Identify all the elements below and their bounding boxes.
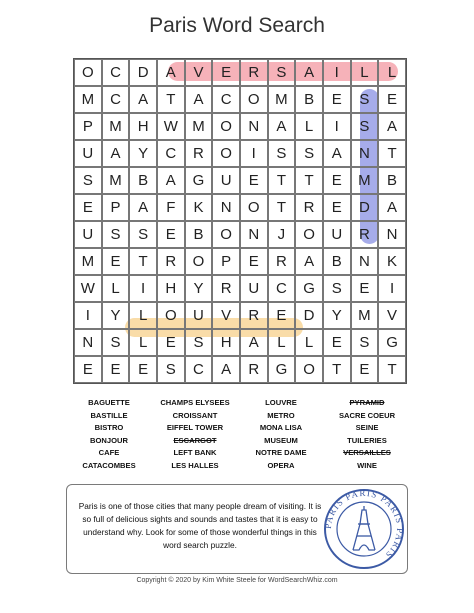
word-item: CATACOMBES [82, 460, 136, 470]
grid-cell: G [268, 356, 296, 383]
word-item: LES HALLES [171, 460, 219, 470]
grid-cell: P [74, 113, 102, 140]
grid-cell: T [129, 248, 157, 275]
grid-cell: I [323, 59, 351, 86]
grid-cell: H [212, 329, 240, 356]
word-item: SACRE COEUR [338, 410, 396, 420]
grid-cell: K [185, 194, 213, 221]
grid-cell: E [240, 248, 268, 275]
grid-cell: S [185, 329, 213, 356]
grid-cell: Y [323, 302, 351, 329]
grid-cell: E [102, 356, 130, 383]
grid-cell: I [323, 113, 351, 140]
grid-cell: H [129, 113, 157, 140]
grid-cell: A [295, 59, 323, 86]
copyright-text: Copyright © 2020 by Kim White Steele for WordSearchWhiz.com [136, 577, 338, 584]
page-title: Paris Word Search [149, 14, 325, 37]
grid-cell: M [351, 167, 379, 194]
word-item: BASTILLE [90, 410, 128, 420]
grid-cell: A [129, 194, 157, 221]
grid-cell: D [351, 194, 379, 221]
grid-cell: C [212, 86, 240, 113]
grid-cell: U [240, 275, 268, 302]
grid-cell: U [323, 221, 351, 248]
word-item: MONA LISA [259, 423, 303, 433]
word-column [68, 397, 150, 473]
grid-cell: R [351, 221, 379, 248]
word-item: METRO [267, 410, 295, 420]
grid-cell: A [157, 59, 185, 86]
grid-cell: M [268, 86, 296, 113]
grid-cell: L [295, 113, 323, 140]
grid-cell: S [102, 329, 130, 356]
grid-cell: C [185, 356, 213, 383]
grid-cell: S [351, 329, 379, 356]
grid-cell: R [240, 356, 268, 383]
grid-cell: I [240, 140, 268, 167]
word-item: SEINE [355, 423, 379, 433]
grid-cell: N [74, 329, 102, 356]
grid-cell: S [129, 221, 157, 248]
grid-cell: S [268, 140, 296, 167]
grid-cell: L [129, 302, 157, 329]
grid-cell: F [157, 194, 185, 221]
grid-cell: M [74, 86, 102, 113]
grid-cell: V [185, 59, 213, 86]
grid-cell: U [74, 221, 102, 248]
word-item: TUILERIES [347, 435, 387, 445]
grid-cell: R [185, 140, 213, 167]
grid-cell: O [212, 221, 240, 248]
grid-cell: M [74, 248, 102, 275]
grid-cell: N [240, 221, 268, 248]
grid-cell: E [74, 194, 102, 221]
grid-cell: A [102, 140, 130, 167]
grid-cell: A [185, 86, 213, 113]
grid-cell: D [295, 302, 323, 329]
grid-cell: O [74, 59, 102, 86]
grid-cell: U [74, 140, 102, 167]
grid-cell: U [212, 167, 240, 194]
word-item: LOUVRE [265, 398, 297, 407]
word-bank [68, 397, 408, 473]
grid-cell: E [240, 167, 268, 194]
grid-cell: T [295, 167, 323, 194]
grid-cell: A [295, 248, 323, 275]
grid-cell: R [212, 275, 240, 302]
grid-cell: W [157, 113, 185, 140]
grid-cell: S [74, 167, 102, 194]
grid-cell: D [129, 59, 157, 86]
word-item: NOTRE DAME [255, 448, 307, 458]
grid-cell: E [351, 275, 379, 302]
puzzle-area [73, 58, 405, 382]
grid-cell: A [129, 86, 157, 113]
grid-cell: G [378, 329, 406, 356]
grid-cell: M [185, 113, 213, 140]
paris-stamp-icon [323, 488, 405, 570]
grid-cell: A [212, 356, 240, 383]
grid-cell: O [295, 356, 323, 383]
grid-cell: E [74, 356, 102, 383]
word-item: CAFE [98, 448, 120, 458]
grid-cell: Y [185, 275, 213, 302]
grid-cell: M [102, 113, 130, 140]
grid-cell: N [351, 140, 379, 167]
grid-cell: A [323, 140, 351, 167]
grid-cell: E [129, 356, 157, 383]
grid-cell: O [185, 248, 213, 275]
word-item: ESCARGOT [173, 435, 217, 445]
grid-cell: S [351, 86, 379, 113]
word-item: MUSEUM [264, 435, 298, 445]
grid-cell: N [351, 248, 379, 275]
word-item: VERSAILLES [343, 448, 391, 458]
grid-cell: P [102, 194, 130, 221]
grid-cell: E [157, 221, 185, 248]
grid-cell: N [212, 194, 240, 221]
grid-cell: C [157, 140, 185, 167]
grid-cell: G [185, 167, 213, 194]
eiffel-tower-icon [353, 506, 375, 550]
grid-cell: R [157, 248, 185, 275]
grid-cell: Y [129, 140, 157, 167]
grid-cell: K [378, 248, 406, 275]
grid-cell: S [102, 221, 130, 248]
grid-cell: S [295, 140, 323, 167]
grid-cell: C [102, 86, 130, 113]
grid-cell: E [323, 167, 351, 194]
grid-cell: E [351, 356, 379, 383]
grid-cell: L [102, 275, 130, 302]
grid-cell: W [74, 275, 102, 302]
grid-cell: E [268, 302, 296, 329]
grid-cell: L [295, 329, 323, 356]
grid-cell: B [295, 86, 323, 113]
word-item: EIFFEL TOWER [166, 423, 224, 433]
grid-cell: T [378, 140, 406, 167]
letter-grid [73, 58, 407, 384]
word-item: LEFT BANK [173, 448, 217, 458]
grid-cell: S [268, 59, 296, 86]
grid-cell: H [157, 275, 185, 302]
grid-cell: R [295, 194, 323, 221]
grid-cell: T [323, 356, 351, 383]
word-item: CROISSANT [172, 410, 218, 420]
grid-cell: I [378, 275, 406, 302]
grid-cell: C [102, 59, 130, 86]
grid-cell: E [323, 86, 351, 113]
word-item: BONJOUR [90, 435, 128, 445]
grid-cell: B [129, 167, 157, 194]
grid-cell: R [268, 248, 296, 275]
grid-cell: L [268, 329, 296, 356]
word-item: BISTRO [94, 423, 124, 433]
grid-cell: G [295, 275, 323, 302]
grid-cell: V [378, 302, 406, 329]
word-item: PYRAMID [349, 398, 385, 407]
grid-cell: U [185, 302, 213, 329]
grid-cell: S [157, 356, 185, 383]
grid-cell: O [212, 140, 240, 167]
grid-cell: E [323, 194, 351, 221]
grid-cell: M [351, 302, 379, 329]
grid-cell: E [323, 329, 351, 356]
grid-cell: E [102, 248, 130, 275]
grid-cell: B [185, 221, 213, 248]
word-column [326, 397, 408, 473]
grid-cell: O [295, 221, 323, 248]
grid-cell: V [212, 302, 240, 329]
grid-cell: Y [102, 302, 130, 329]
grid-cell: I [129, 275, 157, 302]
grid-cell: O [240, 86, 268, 113]
grid-cell: A [268, 113, 296, 140]
grid-cell: E [157, 329, 185, 356]
grid-cell: C [268, 275, 296, 302]
grid-cell: B [378, 167, 406, 194]
grid-cell: N [378, 221, 406, 248]
word-item: CHAMPS ELYSEES [160, 398, 230, 407]
grid-cell: L [129, 329, 157, 356]
grid-cell: O [157, 302, 185, 329]
grid-cell: A [378, 194, 406, 221]
grid-cell: T [268, 194, 296, 221]
grid-cell: S [323, 275, 351, 302]
grid-cell: A [378, 113, 406, 140]
word-item: BAGUETTE [88, 398, 130, 407]
grid-cell: J [268, 221, 296, 248]
grid-cell: A [157, 167, 185, 194]
grid-cell: T [268, 167, 296, 194]
word-item: WINE [357, 460, 377, 470]
word-column [154, 397, 236, 473]
grid-cell: E [212, 59, 240, 86]
grid-cell: P [212, 248, 240, 275]
intro-paragraph: Paris is one of those cities that many people dream of visiting. It is so full of delicious sights and sounds and tastes that it is easy to understand why. Look for some of those wonderful things in this word search puzzle. [78, 501, 322, 550]
grid-cell: O [212, 113, 240, 140]
grid-cell: L [351, 59, 379, 86]
grid-cell: T [157, 86, 185, 113]
grid-cell: M [102, 167, 130, 194]
grid-cell: N [240, 113, 268, 140]
grid-cell: L [378, 59, 406, 86]
grid-cell: T [378, 356, 406, 383]
grid-cell: S [351, 113, 379, 140]
grid-cell: E [378, 86, 406, 113]
grid-cell: O [240, 194, 268, 221]
grid-cell: R [240, 302, 268, 329]
grid-cell: A [240, 329, 268, 356]
grid-cell: B [323, 248, 351, 275]
word-column [240, 397, 322, 473]
grid-cell: R [240, 59, 268, 86]
stamp-text: PARIS PARIS PARIS PARIS [323, 488, 405, 561]
word-item: OPERA [267, 460, 295, 470]
info-box [66, 484, 408, 574]
grid-cell: I [74, 302, 102, 329]
